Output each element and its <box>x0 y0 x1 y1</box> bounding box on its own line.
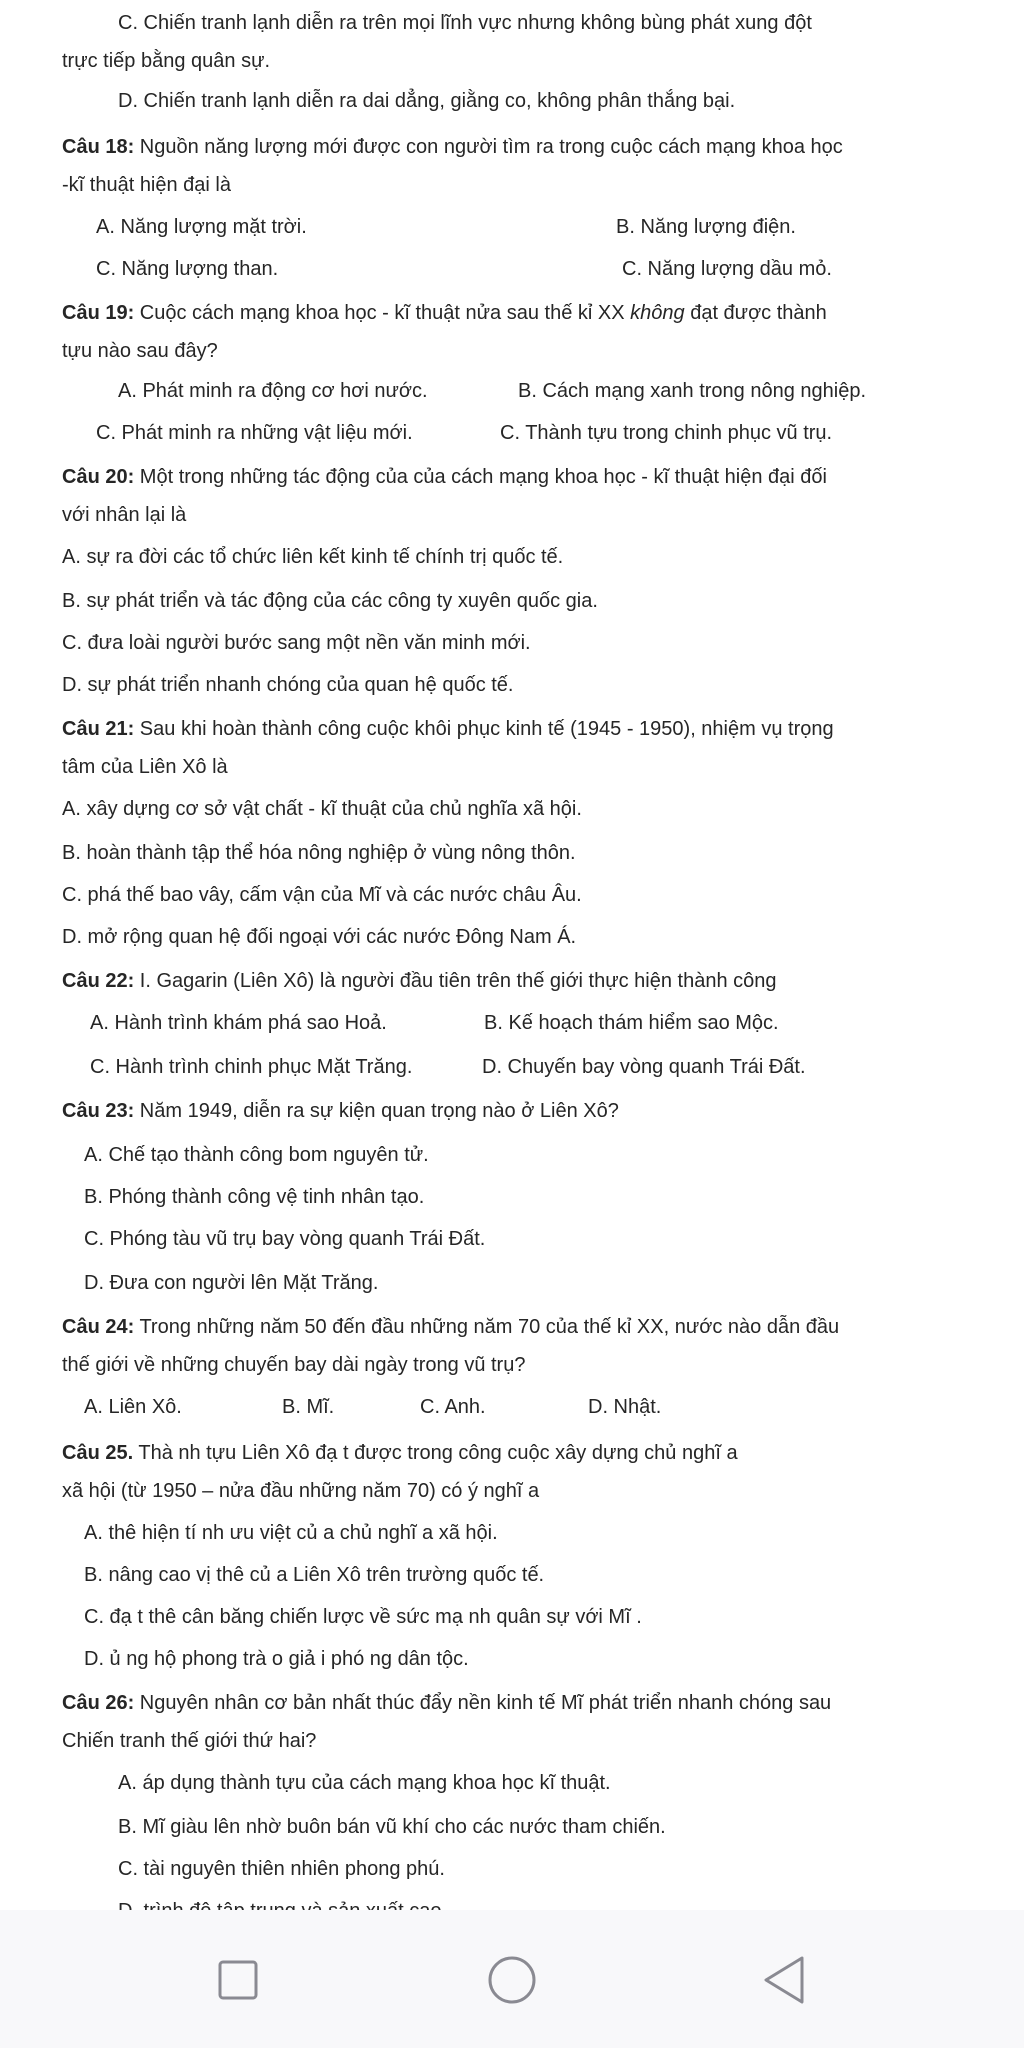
question-19-cont: tựu nào sau đây? <box>62 340 218 362</box>
question-18-text: Nguồn năng lượng mới được con người tìm ra trong cuộc cách mạng khoa học <box>134 136 843 158</box>
q25-option-d: D. ủ ng hộ phong trà o giả i phó ng dân tộc. <box>84 1648 469 1670</box>
question-24-label: Câu 24: <box>62 1316 135 1338</box>
question-24 <box>62 1314 839 1340</box>
q24-option-d: D. Nhật. <box>588 1396 662 1418</box>
question-22-text: I. Gagarin (Liên Xô) là người đầu tiên trên thế giới thực hiện thành công <box>134 970 777 992</box>
home-button[interactable] <box>482 1950 542 2010</box>
q26-option-a: A. áp dụng thành tựu của cách mạng khoa học kĩ thuật. <box>118 1772 611 1794</box>
q20-option-b: B. sự phát triển và tác động của các công ty xuyên quốc gia. <box>62 590 598 612</box>
question-19-text-2: đạt được thành <box>684 302 827 324</box>
q21-option-b: B. hoàn thành tập thể hóa nông nghiệp ở vùng nông thôn. <box>62 842 576 864</box>
question-26 <box>62 1690 831 1716</box>
q24-option-c: C. Anh. <box>420 1396 486 1418</box>
q22-option-a: A. Hành trình khám phá sao Hoả. <box>90 1012 387 1034</box>
q22-option-b: B. Kế hoạch thám hiểm sao Mộc. <box>484 1012 779 1034</box>
option-c-prev: C. Chiến tranh lạnh diễn ra trên mọi lĩnh vực nhưng không bùng phát xung đột <box>118 12 812 34</box>
q22-option-c: C. Hành trình chinh phục Mặt Trăng. <box>90 1056 413 1078</box>
q19-option-c: C. Phát minh ra những vật liệu mới. <box>96 422 413 444</box>
question-21-cont: tâm của Liên Xô là <box>62 756 228 778</box>
q25-option-c: C. đạ t thê cân băng chiến lược về sức mạ nh quân sự với Mĩ . <box>84 1606 642 1628</box>
option-c-prev-cont: trực tiếp bằng quân sự. <box>62 50 271 72</box>
q25-option-b: B. nâng cao vị thê củ a Liên Xô trên trường quốc tế. <box>84 1564 545 1586</box>
question-23 <box>62 1098 619 1124</box>
question-20-label: Câu 20: <box>62 466 135 488</box>
question-19-text-1: Cuộc cách mạng khoa học - kĩ thuật nửa sau thế kỉ XX <box>134 302 631 324</box>
question-21 <box>62 716 834 742</box>
question-25-label: Câu 25. <box>62 1442 134 1464</box>
question-19 <box>62 300 827 326</box>
q21-option-a: A. xây dựng cơ sở vật chất - kĩ thuật của chủ nghĩa xã hội. <box>62 798 582 820</box>
question-23-text: Năm 1949, diễn ra sự kiện quan trọng nào ở Liên Xô? <box>134 1100 619 1122</box>
question-22-label: Câu 22: <box>62 970 135 992</box>
question-21-label: Câu 21: <box>62 718 135 740</box>
q20-option-c: C. đưa loài người bước sang một nền văn minh mới. <box>62 632 531 654</box>
q22-option-d: D. Chuyến bay vòng quanh Trái Đất. <box>482 1056 806 1078</box>
navigation-bar <box>0 1910 1024 2048</box>
q19-option-b: B. Cách mạng xanh trong nông nghiệp. <box>518 380 867 402</box>
recents-square-icon <box>216 1958 260 2002</box>
option-d-prev: D. Chiến tranh lạnh diễn ra dai dẳng, giằng co, không phân thắng bại. <box>118 90 736 112</box>
q26-option-b: B. Mĩ giàu lên nhờ buôn bán vũ khí cho các nước tham chiến. <box>118 1816 666 1838</box>
question-26-label: Câu 26: <box>62 1692 135 1714</box>
q19-option-d: C. Thành tựu trong chinh phục vũ trụ. <box>500 422 833 444</box>
question-23-label: Câu 23: <box>62 1100 135 1122</box>
back-button[interactable] <box>754 1950 814 2010</box>
question-19-label: Câu 19: <box>62 302 135 324</box>
question-18-cont: -kĩ thuật hiện đại là <box>62 174 231 196</box>
question-18 <box>62 134 843 160</box>
question-18-label: Câu 18: <box>62 136 135 158</box>
q23-option-b: B. Phóng thành công vệ tinh nhân tạo. <box>84 1186 425 1208</box>
question-24-text: Trong những năm 50 đến đầu những năm 70 của thế kỉ XX, nước nào dẫn đầu <box>134 1316 840 1338</box>
question-26-text: Nguyên nhân cơ bản nhất thúc đẩy nền kinh tế Mĩ phát triển nhanh chóng sau <box>134 1692 832 1714</box>
q20-option-a: A. sự ra đời các tổ chức liên kết kinh tế chính trị quốc tế. <box>62 546 564 568</box>
q24-option-a: A. Liên Xô. <box>84 1396 182 1418</box>
question-25-cont: xã hội (từ 1950 – nửa đầu những năm 70) có ý nghĩ a <box>62 1480 540 1502</box>
question-25-text: Thà nh tựu Liên Xô đạ t được trong công cuộc xây dựng chủ nghĩ a <box>133 1442 738 1464</box>
q24-option-b: B. Mĩ. <box>282 1396 335 1418</box>
home-circle-icon <box>486 1954 538 2006</box>
q18-option-a: A. Năng lượng mặt trời. <box>96 216 307 238</box>
q26-option-c: C. tài nguyên thiên nhiên phong phú. <box>118 1858 445 1880</box>
q20-option-d: D. sự phát triển nhanh chóng của quan hệ quốc tế. <box>62 674 514 696</box>
q25-option-a: A. thê hiện tí nh ưu việt củ a chủ nghĩ a xã hội. <box>84 1522 498 1544</box>
q23-option-c: C. Phóng tàu vũ trụ bay vòng quanh Trái Đất. <box>84 1228 486 1250</box>
q23-option-a: A. Chế tạo thành công bom nguyên tử. <box>84 1144 429 1166</box>
question-24-cont: thế giới về những chuyến bay dài ngày trong vũ trụ? <box>62 1354 526 1376</box>
q21-option-c: C. phá thế bao vây, cấm vận của Mĩ và các nước châu Âu. <box>62 884 582 906</box>
question-25 <box>62 1440 738 1466</box>
recents-button[interactable] <box>208 1950 268 2010</box>
question-26-cont: Chiến tranh thế giới thứ hai? <box>62 1730 317 1752</box>
question-22 <box>62 968 777 994</box>
q18-option-c: C. Năng lượng than. <box>96 258 279 280</box>
q18-option-b: B. Năng lượng điện. <box>616 216 796 238</box>
question-21-text: Sau khi hoàn thành công cuộc khôi phục kinh tế (1945 - 1950), nhiệm vụ trọng <box>134 718 834 740</box>
question-20-text: Một trong những tác động của của cách mạng khoa học - kĩ thuật hiện đại đối <box>134 466 827 488</box>
question-20-cont: với nhân lại là <box>62 504 187 526</box>
back-triangle-icon <box>760 1954 808 2006</box>
q23-option-d: D. Đưa con người lên Mặt Trăng. <box>84 1272 379 1294</box>
q18-option-d: C. Năng lượng dầu mỏ. <box>622 258 832 280</box>
q19-option-a: A. Phát minh ra động cơ hơi nước. <box>118 380 428 402</box>
question-20 <box>62 464 827 490</box>
q21-option-d: D. mở rộng quan hệ đối ngoại với các nước Đông Nam Á. <box>62 926 577 948</box>
question-19-emphasis: không <box>630 302 685 324</box>
